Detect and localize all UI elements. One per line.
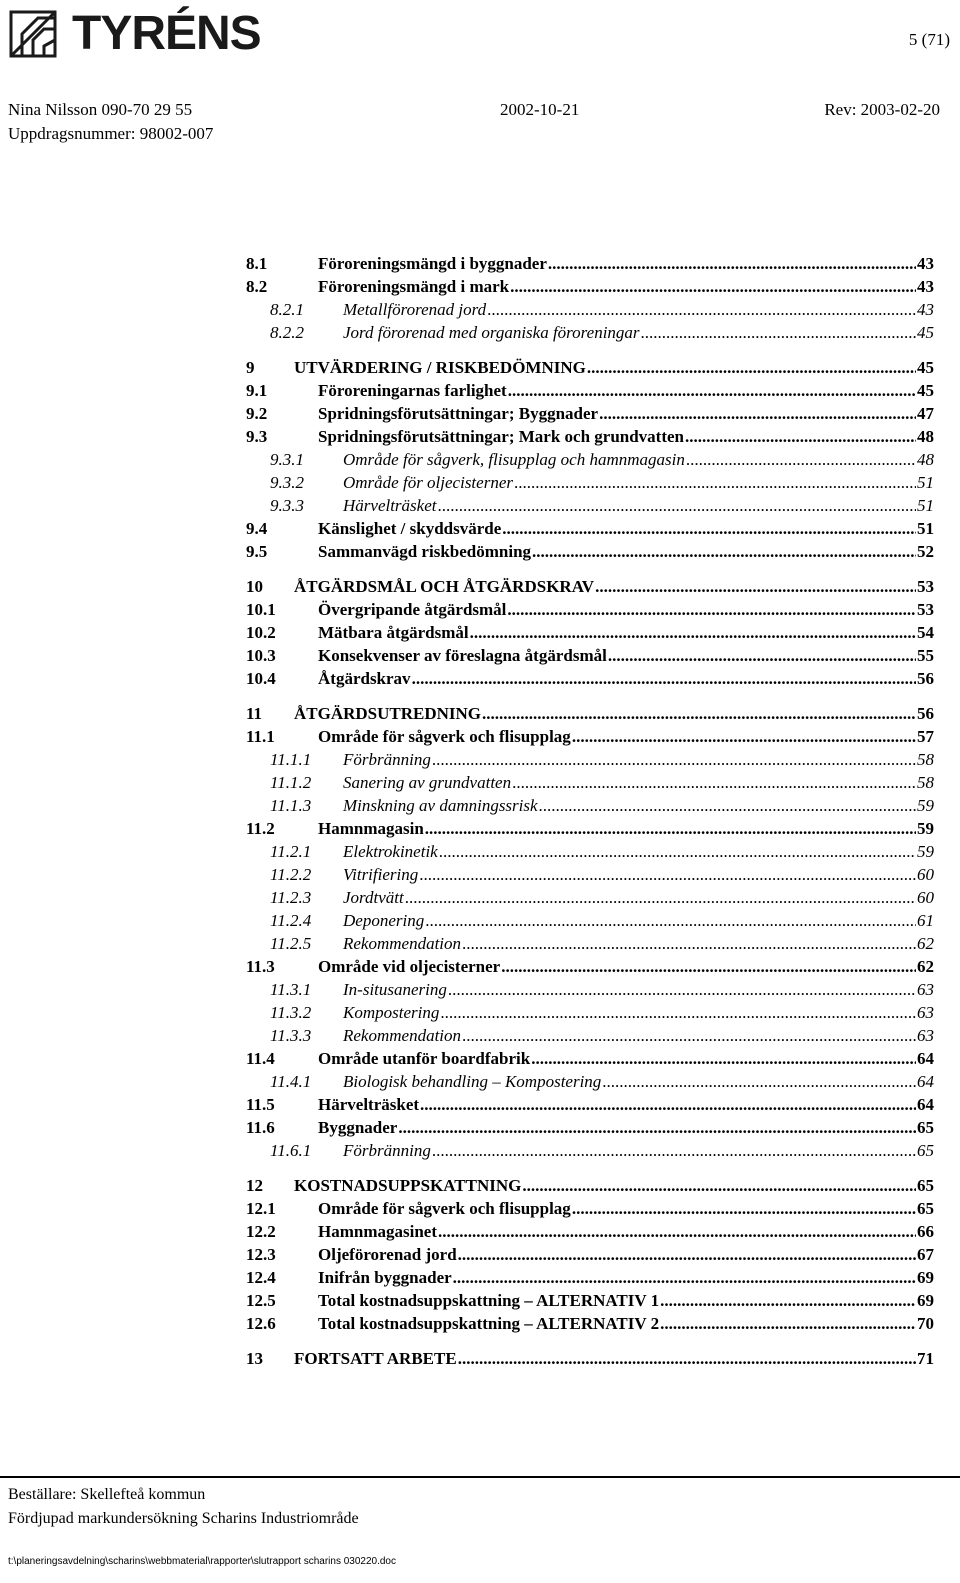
toc-entry-title: Rekommendation (343, 1026, 462, 1045)
toc-entry-number: 11.2.1 (270, 842, 312, 861)
toc-entry[interactable] (246, 750, 934, 773)
toc-entry-title: Elektrokinetik (343, 842, 438, 861)
toc-dot-leader (448, 980, 916, 1000)
toc-entry-page: 56 (917, 669, 934, 688)
toc-entry-number: 11.6.1 (270, 1141, 312, 1160)
header-author: Nina Nilsson 090-70 29 55 (8, 100, 193, 119)
toc-entry-title: Biologisk behandling – Kompostering (343, 1072, 602, 1091)
toc-entry[interactable] (246, 704, 934, 727)
toc-entry-title: Sanering av grundvatten (343, 773, 512, 792)
toc-dot-leader (419, 865, 916, 885)
toc-entry-title: Område för sågverk, flisupplag och hamnmagasin (343, 450, 685, 469)
toc-dot-leader (502, 519, 916, 539)
toc-entry[interactable] (246, 1349, 934, 1372)
toc-entry-number: 12.1 (246, 1199, 276, 1218)
toc-dot-leader (405, 888, 916, 908)
toc-dot-leader (440, 1003, 916, 1023)
toc-entry[interactable] (246, 773, 934, 796)
toc-entry-page: 60 (917, 888, 934, 907)
toc-entry-page: 64 (917, 1095, 934, 1114)
toc-entry-number: 11.4.1 (270, 1072, 312, 1091)
toc-entry-title: Oljeförorenad jord (318, 1245, 457, 1264)
page-number: 5 (71) (908, 30, 950, 49)
toc-entry-number: 8.2.2 (270, 323, 304, 342)
toc-entry-page: 59 (917, 796, 934, 815)
toc-entry[interactable] (246, 1049, 934, 1072)
toc-entry[interactable] (246, 1245, 934, 1268)
toc-dot-leader (412, 669, 916, 689)
toc-entry-page: 43 (917, 254, 934, 273)
toc-entry-title: Förbränning (343, 750, 431, 769)
toc-entry-title: Hamnmagasinet (318, 1222, 437, 1241)
toc-entry-title: Total kostnadsuppskattning – ALTERNATIV 1 (318, 1291, 660, 1310)
toc-entry-page: 53 (917, 600, 934, 619)
toc-entry-number: 11.3.2 (270, 1003, 312, 1022)
toc-entry-title: Vitrifiering (343, 865, 419, 884)
toc-entry[interactable] (246, 1176, 934, 1199)
toc-entry-number: 9.1 (246, 381, 268, 400)
toc-entry[interactable] (246, 277, 934, 300)
toc-entry[interactable] (246, 381, 934, 404)
toc-entry-title: Känslighet / skyddsvärde (318, 519, 502, 538)
toc-entry-page: 43 (917, 277, 934, 296)
toc-entry-title: Hamnmagasin (318, 819, 424, 838)
toc-entry-page: 69 (917, 1268, 934, 1287)
toc-entry-page: 47 (917, 404, 934, 423)
toc-dot-leader (587, 358, 916, 378)
toc-entry-number: 12.4 (246, 1268, 276, 1287)
toc-entry-page: 59 (917, 842, 934, 861)
toc-dot-leader (686, 450, 916, 470)
toc-entry-number: 11.1.1 (270, 750, 312, 769)
logo-wordmark: TYRÉNS (72, 7, 261, 60)
toc-entry[interactable] (246, 600, 934, 623)
toc-entry-number: 12 (246, 1176, 263, 1195)
toc-entry[interactable] (246, 934, 934, 957)
toc-entry[interactable] (246, 796, 934, 819)
toc-entry-title: Inifrån byggnader (318, 1268, 452, 1287)
toc-entry-number: 11.6 (246, 1118, 275, 1137)
toc-dot-leader (398, 1118, 916, 1138)
toc-entry[interactable] (246, 450, 934, 473)
toc-entry-page: 45 (917, 381, 934, 400)
toc-entry-title: Metallförorenad jord (343, 300, 487, 319)
toc-entry-page: 51 (917, 473, 934, 492)
toc-entry-page: 53 (917, 577, 934, 596)
toc-entry-number: 10.4 (246, 669, 276, 688)
toc-dot-leader (432, 750, 916, 770)
toc-entry[interactable] (246, 1095, 934, 1118)
toc-entry-number: 12.2 (246, 1222, 276, 1241)
toc-dot-leader (685, 427, 916, 447)
toc-dot-leader (420, 1095, 916, 1115)
toc-entry-page: 52 (917, 542, 934, 561)
toc-entry-page: 63 (917, 1026, 934, 1045)
toc-dot-leader (531, 1049, 916, 1069)
toc-entry-title: In-situsanering (343, 980, 447, 999)
toc-dot-leader (548, 254, 916, 274)
toc-entry-number: 9.2 (246, 404, 268, 423)
toc-entry-page: 65 (917, 1176, 934, 1195)
toc-entry-number: 11 (246, 704, 263, 723)
toc-dot-leader (595, 577, 916, 597)
toc-dot-leader (425, 819, 916, 839)
toc-dot-leader (501, 957, 916, 977)
toc-entry-number: 11.4 (246, 1049, 275, 1068)
toc-entry-number: 11.2.2 (270, 865, 312, 884)
toc-entry-title: Förbränning (343, 1141, 431, 1160)
toc-entry[interactable] (246, 669, 934, 692)
toc-dot-leader (522, 1176, 916, 1196)
toc-entry-number: 8.2 (246, 277, 268, 296)
toc-entry-page: 59 (917, 819, 934, 838)
toc-entry-number: 11.3.3 (270, 1026, 312, 1045)
toc-entry[interactable] (246, 865, 934, 888)
toc-entry-title: Jordtvätt (343, 888, 404, 907)
toc-entry-number: 10.2 (246, 623, 276, 642)
toc-entry-page: 65 (917, 1199, 934, 1218)
toc-entry-title: Föroreningsmängd i byggnader (318, 254, 547, 273)
toc-entry-number: 11.3.1 (270, 980, 312, 999)
toc-entry[interactable] (246, 300, 934, 323)
toc-entry[interactable] (246, 323, 934, 346)
toc-entry-number: 8.2.1 (270, 300, 304, 319)
toc-dot-leader (572, 1199, 916, 1219)
toc-entry-title: Mätbara åtgärdsmål (318, 623, 469, 642)
toc-entry[interactable] (246, 254, 934, 277)
toc-dot-leader (482, 704, 916, 724)
toc-entry[interactable] (246, 1118, 934, 1141)
toc-entry-page: 51 (917, 519, 934, 538)
toc-entry[interactable] (246, 957, 934, 980)
toc-entry-title: Byggnader (318, 1118, 398, 1137)
toc-dot-leader (487, 300, 916, 320)
toc-dot-leader (660, 1291, 916, 1311)
toc-entry-page: 67 (917, 1245, 934, 1264)
toc-entry-title: Deponering (343, 911, 425, 930)
toc-dot-leader (510, 277, 916, 297)
toc-dot-leader (660, 1314, 916, 1334)
toc-entry-number: 10.1 (246, 600, 276, 619)
toc-dot-leader (512, 773, 916, 793)
toc-entry-title: Total kostnadsuppskattning – ALTERNATIV 2 (318, 1314, 660, 1333)
toc-entry[interactable] (246, 819, 934, 842)
toc-entry-number: 11.1.2 (270, 773, 312, 792)
toc-entry-page: 63 (917, 1003, 934, 1022)
toc-entry-number: 10 (246, 577, 263, 596)
header-revision: Rev: 2003-02-20 (824, 100, 940, 119)
toc-entry[interactable] (246, 842, 934, 865)
toc-entry[interactable] (246, 496, 934, 519)
toc-entry-number: 12.5 (246, 1291, 276, 1310)
toc-entry-page: 43 (917, 300, 934, 319)
toc-entry[interactable] (246, 427, 934, 450)
footer-file-path: t:\planeringsavdelning\scharins\webbmaterial\rapporter\slutrapport scharins 030220.doc (8, 1556, 396, 1567)
toc-entry-number: 11.1.3 (270, 796, 312, 815)
toc-entry-number: 8.1 (246, 254, 268, 273)
toc-entry-page: 45 (917, 358, 934, 377)
toc-entry[interactable] (246, 519, 934, 542)
toc-entry-page: 55 (917, 646, 934, 665)
toc-entry-title: ÅTGÄRDSMÅL OCH ÅTGÄRDSKRAV (294, 577, 595, 596)
toc-entry-number: 9.3.2 (270, 473, 304, 492)
toc-entry-page: 57 (917, 727, 934, 746)
toc-entry[interactable] (246, 473, 934, 496)
toc-entry-title: Härvelträsket (318, 1095, 420, 1114)
toc-entry[interactable] (246, 888, 934, 911)
toc-entry-title: Spridningsförutsättningar; Mark och grundvatten (318, 427, 685, 446)
toc-dot-leader (458, 1349, 916, 1369)
toc-dot-leader (462, 1026, 916, 1046)
toc-entry-title: Område för sågverk och flisupplag (318, 727, 571, 746)
table-of-contents (246, 254, 934, 1372)
toc-entry-page: 48 (917, 450, 934, 469)
toc-entry[interactable] (246, 404, 934, 427)
toc-dot-leader (470, 623, 916, 643)
toc-entry-page: 65 (917, 1141, 934, 1160)
toc-entry-title: Spridningsförutsättningar; Byggnader (318, 404, 599, 423)
toc-entry-number: 11.2 (246, 819, 275, 838)
toc-entry-number: 9.5 (246, 542, 268, 561)
toc-entry-title: Område utanför boardfabrik (318, 1049, 531, 1068)
toc-entry-page: 64 (917, 1072, 934, 1091)
toc-dot-leader (539, 796, 916, 816)
toc-dot-leader (532, 542, 916, 562)
toc-dot-leader (462, 934, 916, 954)
header-assignment-number: Uppdragsnummer: 98002-007 (8, 124, 214, 143)
toc-entry-number: 11.2.3 (270, 888, 312, 907)
toc-entry-number: 12.3 (246, 1245, 276, 1264)
toc-entry[interactable] (246, 911, 934, 934)
toc-entry-number: 9 (246, 358, 255, 377)
toc-entry-title: Rekommendation (343, 934, 462, 953)
toc-entry[interactable] (246, 1268, 934, 1291)
toc-entry-title: Föroreningarnas farlighet (318, 381, 507, 400)
toc-entry-number: 13 (246, 1349, 263, 1368)
toc-entry-number: 11.1 (246, 727, 275, 746)
toc-entry-title: Föroreningsmängd i mark (318, 277, 510, 296)
toc-entry-page: 62 (917, 957, 934, 976)
toc-entry[interactable] (246, 980, 934, 1003)
toc-entry-title: Jord förorenad med organiska föroreningar (343, 323, 640, 342)
toc-entry-page: 54 (917, 623, 934, 642)
toc-entry[interactable] (246, 577, 934, 600)
toc-entry-page: 70 (917, 1314, 934, 1333)
toc-entry-page: 66 (917, 1222, 934, 1241)
toc-entry-title: Område vid oljecisterner (318, 957, 501, 976)
toc-entry-page: 60 (917, 865, 934, 884)
toc-entry-page: 58 (917, 750, 934, 769)
toc-entry-number: 11.2.5 (270, 934, 312, 953)
toc-dot-leader (602, 1072, 916, 1092)
toc-entry-number: 9.4 (246, 519, 268, 538)
toc-dot-leader (641, 323, 916, 343)
toc-entry-page: 51 (917, 496, 934, 515)
footer-client: Beställare: Skellefteå kommun (8, 1486, 206, 1503)
toc-entry[interactable] (246, 1072, 934, 1095)
toc-entry[interactable] (246, 1199, 934, 1222)
toc-entry[interactable] (246, 1003, 934, 1026)
toc-entry-number: 10.3 (246, 646, 276, 665)
toc-entry[interactable] (246, 1026, 934, 1049)
toc-entry-page: 69 (917, 1291, 934, 1310)
toc-entry[interactable] (246, 358, 934, 381)
toc-entry-page: 48 (917, 427, 934, 446)
toc-entry-title: Minskning av damningssrisk (343, 796, 538, 815)
toc-entry-title: KOSTNADSUPPSKATTNING (294, 1176, 522, 1195)
toc-entry-number: 11.2.4 (270, 911, 312, 930)
toc-entry[interactable] (246, 623, 934, 646)
toc-entry-page: 65 (917, 1118, 934, 1137)
toc-entry-title: FORTSATT ARBETE (294, 1349, 457, 1368)
toc-entry[interactable] (246, 1141, 934, 1164)
toc-entry-page: 61 (917, 911, 934, 930)
toc-dot-leader (572, 727, 916, 747)
toc-entry-page: 45 (917, 323, 934, 342)
header-date: 2002-10-21 (500, 100, 580, 119)
toc-dot-leader (432, 1141, 916, 1161)
toc-entry-page: 62 (917, 934, 934, 953)
tyrens-logo (8, 4, 261, 64)
toc-dot-leader (425, 911, 916, 931)
toc-entry[interactable] (246, 1291, 934, 1314)
toc-entry-page: 63 (917, 980, 934, 999)
toc-entry-title: ÅTGÄRDSUTREDNING (294, 704, 482, 723)
toc-entry-title: UTVÄRDERING / RISKBEDÖMNING (294, 358, 586, 377)
toc-dot-leader (437, 496, 916, 516)
toc-entry-title: Område för sågverk och flisupplag (318, 1199, 571, 1218)
toc-entry[interactable] (246, 1314, 934, 1337)
toc-entry-title: Sammanvägd riskbedömning (318, 542, 532, 561)
toc-entry-title: Kompostering (343, 1003, 440, 1022)
toc-dot-leader (507, 600, 916, 620)
toc-dot-leader (514, 473, 916, 493)
toc-entry-number: 9.3.1 (270, 450, 304, 469)
toc-dot-leader (508, 381, 916, 401)
footer-project: Fördjupad markundersökning Scharins Industriområde (8, 1510, 359, 1527)
toc-entry[interactable] (246, 727, 934, 750)
toc-entry-title: Konsekvenser av föreslagna åtgärdsmål (318, 646, 607, 665)
toc-entry[interactable] (246, 1222, 934, 1245)
toc-entry-title: Område för oljecisterner (343, 473, 513, 492)
toc-dot-leader (453, 1268, 916, 1288)
toc-dot-leader (438, 1222, 916, 1242)
toc-dot-leader (608, 646, 916, 666)
toc-entry-page: 71 (917, 1349, 934, 1368)
toc-entry-page: 58 (917, 773, 934, 792)
toc-entry-number: 9.3 (246, 427, 268, 446)
toc-entry-title: Härvelträsket (343, 496, 437, 515)
toc-entry-number: 11.3 (246, 957, 275, 976)
toc-entry[interactable] (246, 542, 934, 565)
toc-entry-title: Åtgärdskrav (318, 669, 411, 688)
toc-entry-page: 56 (917, 704, 934, 723)
toc-entry-number: 11.5 (246, 1095, 275, 1114)
toc-entry-number: 12.6 (246, 1314, 276, 1333)
toc-dot-leader (599, 404, 916, 424)
toc-dot-leader (439, 842, 916, 862)
toc-entry[interactable] (246, 646, 934, 669)
toc-entry-number: 9.3.3 (270, 496, 304, 515)
toc-entry-page: 64 (917, 1049, 934, 1068)
footer-divider (0, 1476, 960, 1478)
tyrens-logo-mark-icon (8, 4, 64, 60)
toc-dot-leader (458, 1245, 916, 1265)
toc-entry-title: Övergripande åtgärdsmål (318, 600, 507, 619)
